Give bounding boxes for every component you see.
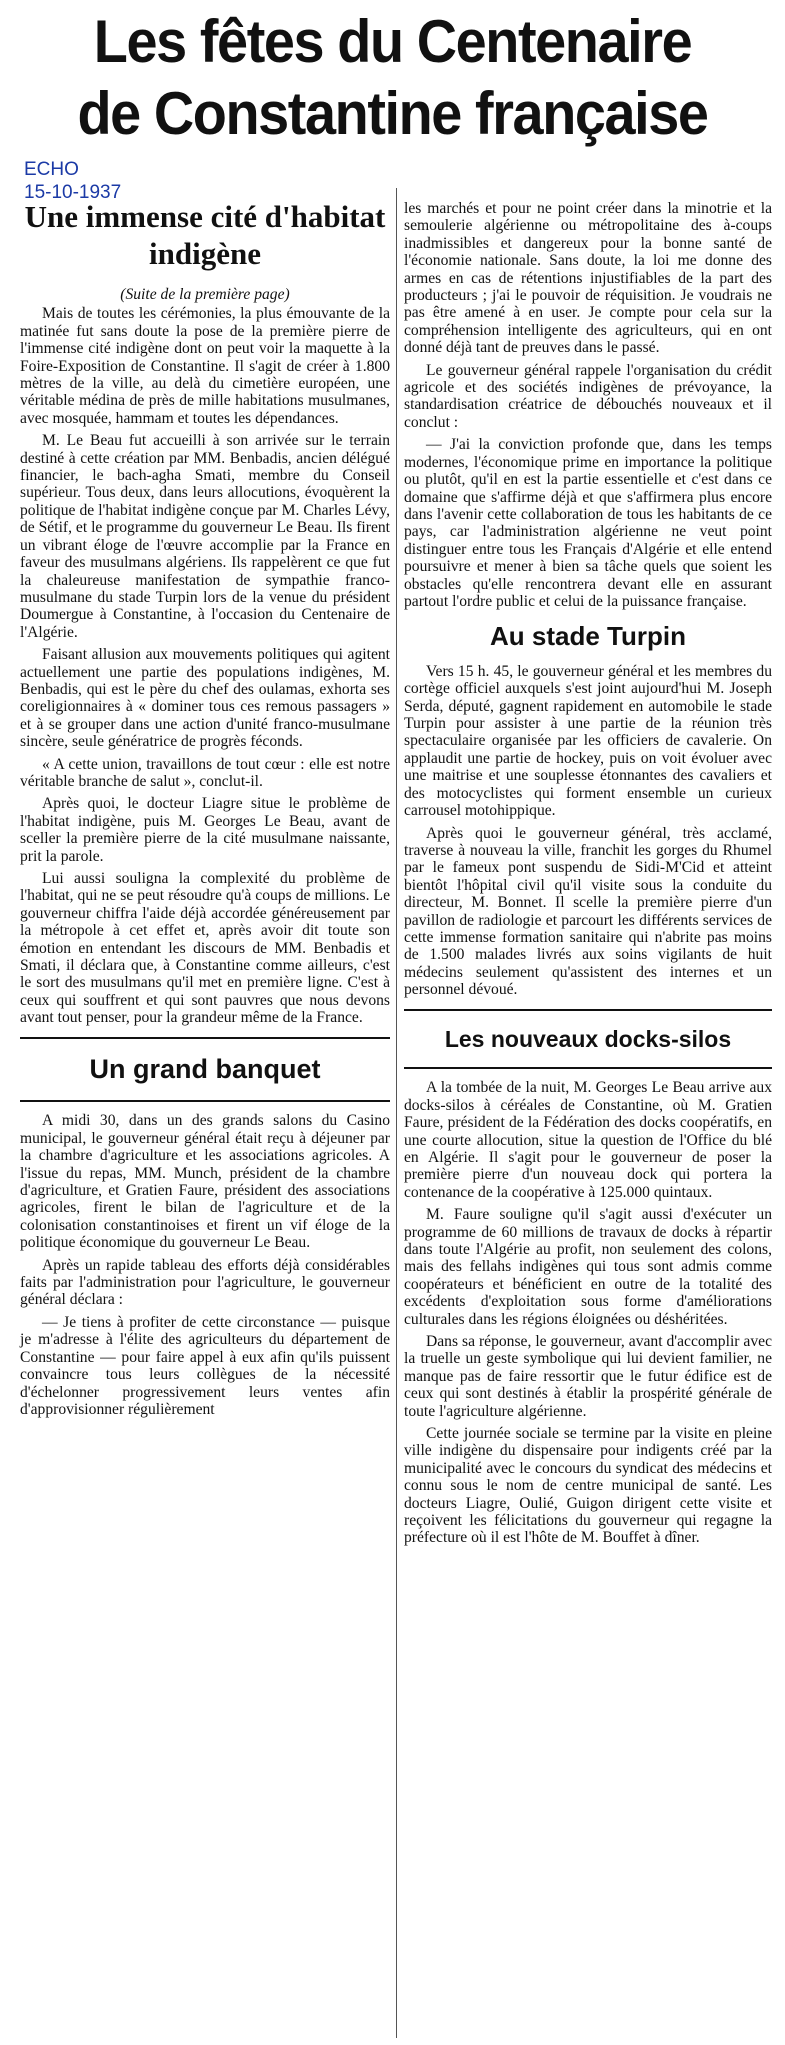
paragraph: M. Le Beau fut accueilli à son arrivée sur le terrain destiné à cette création par MM. Benbadis, ancien délégué financier, le bach-agha Smati, membre du Conseil supérieur. Tous deux, dans leurs allocutions, évoquèrent la politique de l'habitat indigène conçue par M. Charles Lévy, de Sétif, et le programme du gouverneur Le Beau. Ils firent un vibrant éloge de l'œuvre accomplie par la France en faveur des musulmans algériens. Ils rappelèrent ce que fut la chaleureuse manifestation de sympathie franco-musulmane du stade Turpin lors de la venue du président Doumergue à Constantine, à l'occasion du Centenaire de l'Algérie. <box>20 432 390 641</box>
right-column <box>404 200 772 1552</box>
column-divider <box>396 188 397 2038</box>
headline <box>27 6 757 150</box>
banquet-title: Un grand banquet <box>89 1053 321 1084</box>
paragraph: Dans sa réponse, le gouverneur, avant d'accomplir avec la truelle un geste symbolique qui lui devient familier, ne manque pas de faire ressortir que le futur édifice est de ceux qui sont destinés à établir la prospérité générale de toute l'agriculture algérienne. <box>404 1333 772 1420</box>
docks-silos-title: Les nouveaux docks-silos <box>444 1025 732 1052</box>
source-date: 15-10-1937 <box>24 182 122 203</box>
paragraph: Vers 15 h. 45, le gouverneur général et les membres du cortège officiel auxquels s'est joint aujourd'hui M. Joseph Serda, député, gagnent rapidement en automobile le stade Turpin pour assister à une partie de la réunion très spectaculaire organisée par les officiers de cavalerie. On applaudit une partie de hockey, puis on voit évoluer avec une maitrise et une souplesse étonnantes des cavaliers et des motocyclistes qui forment ensemble un curieux carrousel motohippique. <box>404 662 772 820</box>
headline-line-2: de Constantine française <box>77 80 708 147</box>
headline-line-1: Les fêtes du Centenaire <box>93 8 692 75</box>
paragraph: Après quoi le gouverneur général, très acclamé, traverse à nouveau la ville, franchit les gorges du Rhumel par le fameux pont suspendu de Sidi-M'Cid et atteint bientôt l'hôpital civil qu'il visite sous la conduite du directeur, M. Bonnet. Il scelle la première pierre d'un pavillon de radiologie et parcourt les différents services de cette immense formation sanitaire qui n'abrite pas moins de 1.500 malades livrés aux soins vigilants de huit médecins seulement qu'assistent des internes et un personnel dévoué. <box>404 824 772 999</box>
continuation-note: (Suite de la première page) <box>120 286 290 303</box>
cite-title: Une immense cité d'habitat indigène <box>24 199 386 271</box>
paragraph: Lui aussi souligna la complexité du problème de l'habitat, qui ne se peut résoudre qu'à coups de millions. Le gouverneur chiffra l'aide déjà accordée généreusement par la métropole à cet effet et, après avoir dit toute son émotion en entendant les discours de MM. Benbadis et Smati, il déclara que, à Constantine comme ailleurs, c'est le sort des musulmans qu'il met en première ligne. C'est à ceux qui souffrent et qui sont pauvres que nous devons avant tout penser, pour la grandeur même de la France. <box>20 870 390 1027</box>
stade-turpin-title: Au stade Turpin <box>490 621 686 652</box>
source-name: ECHO <box>24 159 79 180</box>
paragraph: « A cette union, travaillons de tout cœur : elle est notre véritable branche de salut », conclut-il. <box>20 755 390 790</box>
paragraph: Le gouverneur général rappele l'organisation du crédit agricole et des sociétés indigènes de prévoyance, la standardisation créatrice de débouchés nouveaux et il conclut : <box>404 361 772 431</box>
paragraph: Mais de toutes les cérémonies, la plus émouvante de la matinée fut sans doute la pose de la première pierre de l'immense cité indigène dont on peut voir la maquette à la Foire-Exposition de Constantine. Il s'agit de créer à 1.800 mètres de la ville, au delà du cimetière européen, une véritable médina de près de mille habitations musulmanes, avec mosquée, hammam et toutes les dépendances. <box>20 305 390 427</box>
paragraph: M. Faure souligne qu'il s'agit aussi d'exécuter un programme de 60 millions de travaux de docks à répartir dans toute l'Algérie au profit, non seulement des colons, mais des fellahs indigènes qui tous sont admis comme coopérateurs et bénéficient en outre de la totalité des excédents d'exploitation sous forme d'améliorations culturales dans les régions éloignées ou déshéritées. <box>404 1206 772 1328</box>
paragraph: — Je tiens à profiter de cette circonstance — puisque je m'adresse à l'élite des agriculteurs du département de Constantine — pour faire appel à eux afin qu'ils puissent convaincre tous leurs collègues de la nécessité d'échelonner progressivement leurs ventes afin d'approvisionner régulièrement <box>20 1313 390 1418</box>
paragraph: Faisant allusion aux mouvements politiques qui agitent actuellement une partie des populations indigènes, M. Benbadis, qui est le père du chef des oulamas, exhorta ses coreligionnaires à « dominer tous ces remous passagers » et à se grouper dans une action d'unité franco-musulmane sincère, seule génératrice de progrès féconds. <box>20 646 390 751</box>
paragraph: Cette journée sociale se termine par la visite en pleine ville indigène du dispensaire pour indigents créé par la municipalité avec le concours du syndicat des médecins et connu sous le nom de centre municipal de santé. Les docteurs Liagre, Oulié, Guigon dirigent cette visite et reçoivent les félicitations du gouverneur qui regagne la préfecture où il est l'hôte de M. Bouffet à dîner. <box>404 1425 772 1547</box>
paragraph: A la tombée de la nuit, M. Georges Le Beau arrive aux docks-silos à céréales de Constantine, où M. Gratien Faure, président de la Fédération des docks coopératifs, en une courte allocution, situe la question de l'Office du blé en Algérie. Il s'agit pour le gouverneur de poser la première pierre d'un nouveau dock qui portera la contenance de la coopérative à 125.000 quintaux. <box>404 1079 772 1201</box>
paragraph: les marchés et pour ne point créer dans la minotrie et la semoulerie algérienne ou métropolitaine des à-coups inadmissibles et dangereux pour la bonne santé de l'économie nationale. Sans doute, la loi me donne des armes en cas de rétentions injustifiables de la part des producteurs ; j'ai le pouvoir de réquisition. Je voudrais ne pas être amené à en user. Je compte pour cela sur la compréhension intelligente des agriculteurs, qui en ont donné déjà tant de preuves dans le passé. <box>404 200 772 357</box>
paragraph: Après un rapide tableau des efforts déjà considérables faits par l'administration pour l'agriculture, le gouverneur général déclara : <box>20 1256 390 1309</box>
paragraph: A midi 30, dans un des grands salons du Casino municipal, le gouverneur général était reçu à déjeuner par la chambre d'agriculture et les associations agricoles. A l'issue du repas, MM. Munch, président de la chambre d'agriculture, et Gratien Faure, président des associations agricoles, firent le bilan de l'agriculture et de la colonisation constantinoises et firent un vif éloge de la politique économique du gouverneur Le Beau. <box>20 1112 390 1252</box>
left-column <box>20 192 390 1423</box>
paragraph: — J'ai la conviction profonde que, dans les temps modernes, l'économique prime en importance la politique ou plutôt, qu'il en est la partie essentielle et c'est dans ce domaine que s'affirme déjà et que s'affirmera plus encore dans l'avenir cette collaboration de tous les habitants de ce pays, car l'administration algérienne ne veut point distinguer entre tous les Français d'Algérie et elle entend poursuivre et mener à bien sa tâche quels que soient les obstacles qu'elle rencontrera devant elle en assurant partout l'ordre public et celui de la puissance française. <box>404 436 772 610</box>
paragraph: Après quoi, le docteur Liagre situe le problème de l'habitat indigène, puis M. Georges Le Beau, avant de sceller la première pierre de la cité musulmane naissante, prit la parole. <box>20 795 390 865</box>
